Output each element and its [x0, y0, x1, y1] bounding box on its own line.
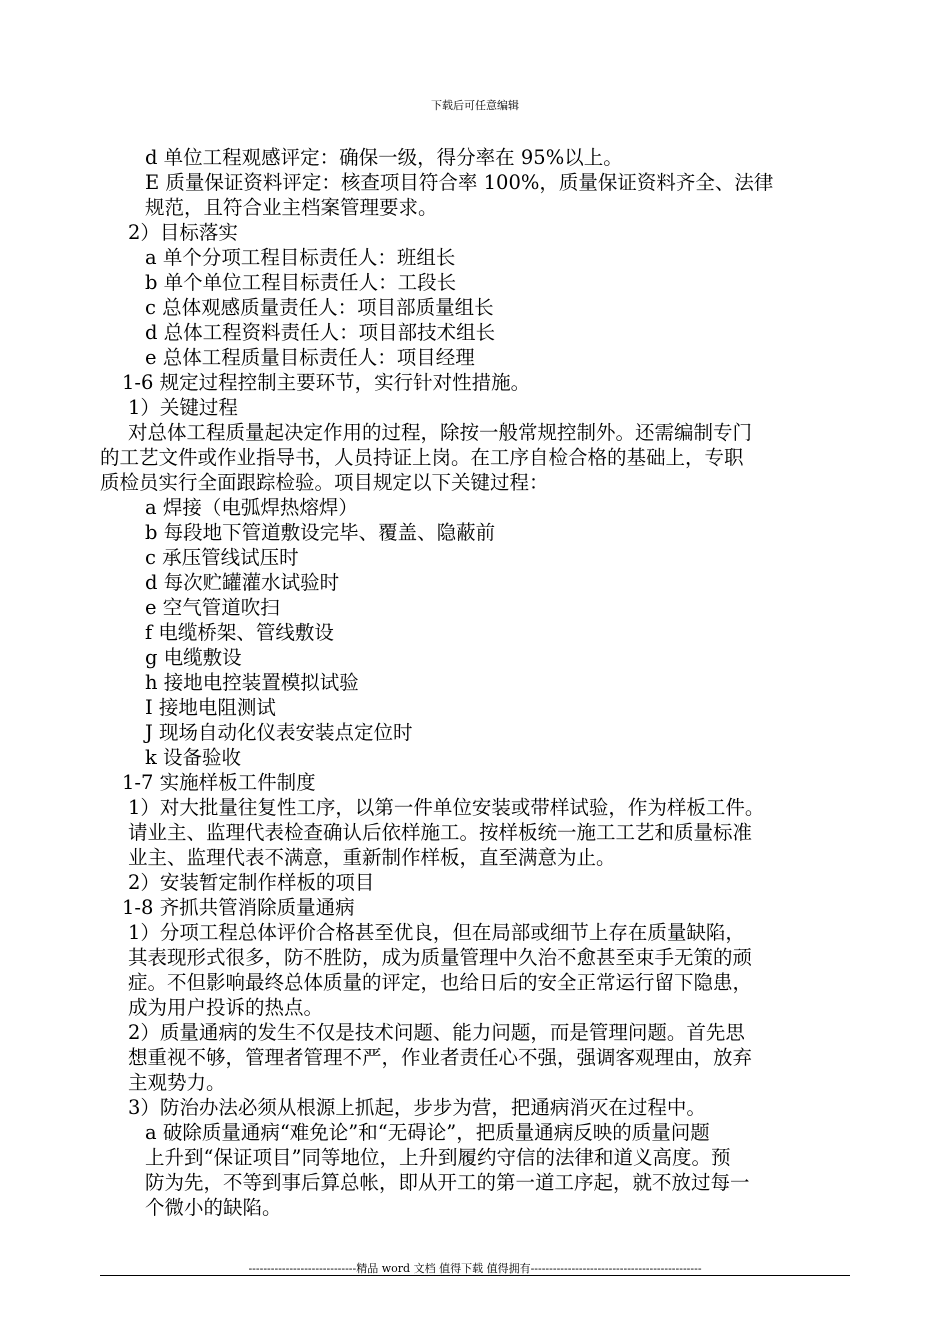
- text-line: 1-8 齐抓共管消除质量通病: [122, 896, 355, 919]
- text-line: k 设备验收: [145, 746, 242, 769]
- text-line: d 单位工程观感评定：确保一级，得分率在 95%以上。: [145, 146, 623, 169]
- text-line: 成为用户投诉的热点。: [128, 996, 324, 1019]
- text-line: d 总体工程资料责任人：项目部技术组长: [145, 321, 496, 344]
- text-line: 防为先，不等到事后算总帐，即从开工的第一道工序起，就不放过每一: [145, 1171, 750, 1194]
- text-line: c 总体观感质量责任人：项目部质量组长: [145, 296, 494, 319]
- text-line: J 现场自动化仪表安装点定位时: [145, 721, 413, 744]
- text-line: 1）分项工程总体评价合格甚至优良，但在局部或细节上存在质量缺陷，: [128, 921, 745, 944]
- text-line: I 接地电阻测试: [145, 696, 276, 719]
- text-line: 请业主、监理代表检查确认后依样施工。按样板统一施工工艺和质量标准: [128, 821, 753, 844]
- text-line: 主观势力。: [128, 1071, 226, 1094]
- text-line: e 空气管道吹扫: [145, 596, 280, 619]
- text-line: 上升到“保证项目”同等地位，上升到履约守信的法律和道义高度。预: [145, 1146, 731, 1169]
- text-line: 其表现形式很多，防不胜防，成为质量管理中久治不愈甚至束手无策的顽: [128, 946, 753, 969]
- text-line: 个微小的缺陷。: [145, 1196, 282, 1219]
- text-line: a 单个分项工程目标责任人：班组长: [145, 246, 456, 269]
- text-line: a 破除质量通病“难免论”和“无碍论”，把质量通病反映的质量问题: [145, 1121, 710, 1144]
- text-line: 1-6 规定过程控制主要环节，实行针对性措施。: [122, 371, 531, 394]
- text-line: e 总体工程质量目标责任人：项目经理: [145, 346, 475, 369]
- text-line: 2）安装暂定制作样板的项目: [128, 871, 375, 894]
- text-line: f 电缆桥架、管线敷设: [145, 621, 334, 644]
- text-line: 规范，且符合业主档案管理要求。: [145, 196, 438, 219]
- page-footer: -----------------------------精品 word 文档 值得下载 值得拥有----------------------------------------------: [248, 1262, 702, 1275]
- footer-rule: [100, 1275, 850, 1276]
- text-line: 对总体工程质量起决定作用的过程，除按一般常规控制外。还需编制专门: [128, 421, 753, 444]
- text-line: 的工艺文件或作业指导书，人员持证上岗。在工序自检合格的基础上，专职: [100, 446, 744, 469]
- text-line: h 接地电控装置模拟试验: [145, 671, 359, 694]
- text-line: 1-7 实施样板工件制度: [122, 771, 316, 794]
- text-line: b 单个单位工程目标责任人：工段长: [145, 271, 457, 294]
- text-line: 1）关键过程: [128, 396, 238, 419]
- text-line: 3）防治办法必须从根源上抓起，步步为营，把通病消灭在过程中。: [128, 1096, 706, 1119]
- text-line: c 承压管线试压时: [145, 546, 299, 569]
- text-line: 2）质量通病的发生不仅是技术问题、能力问题，而是管理问题。首先思: [128, 1021, 745, 1044]
- text-line: 2）目标落实: [128, 221, 238, 244]
- text-line: 业主、监理代表不满意，重新制作样板，直至满意为止。: [128, 846, 616, 869]
- text-line: g 电缆敷设: [145, 646, 242, 669]
- text-line: d 每次贮罐灌水试验时: [145, 571, 340, 594]
- text-line: 1）对大批量往复性工序，以第一件单位安装或带样试验，作为样板工件。: [128, 796, 765, 819]
- text-line: 症。不但影响最终总体质量的评定，也给日后的安全正常运行留下隐患，: [128, 971, 753, 994]
- text-line: 想重视不够，管理者管理不严，作业者责任心不强，强调客观理由，放弃: [128, 1046, 753, 1069]
- text-line: E 质量保证资料评定：核查项目符合率 100%，质量保证资料齐全、法律: [145, 171, 774, 194]
- text-line: a 焊接（电弧焊热熔焊）: [145, 496, 358, 519]
- page-header: 下载后可任意编辑: [431, 99, 519, 112]
- text-line: 质检员实行全面跟踪检验。项目规定以下关键过程：: [100, 471, 549, 494]
- text-line: b 每段地下管道敷设完毕、覆盖、隐蔽前: [145, 521, 496, 544]
